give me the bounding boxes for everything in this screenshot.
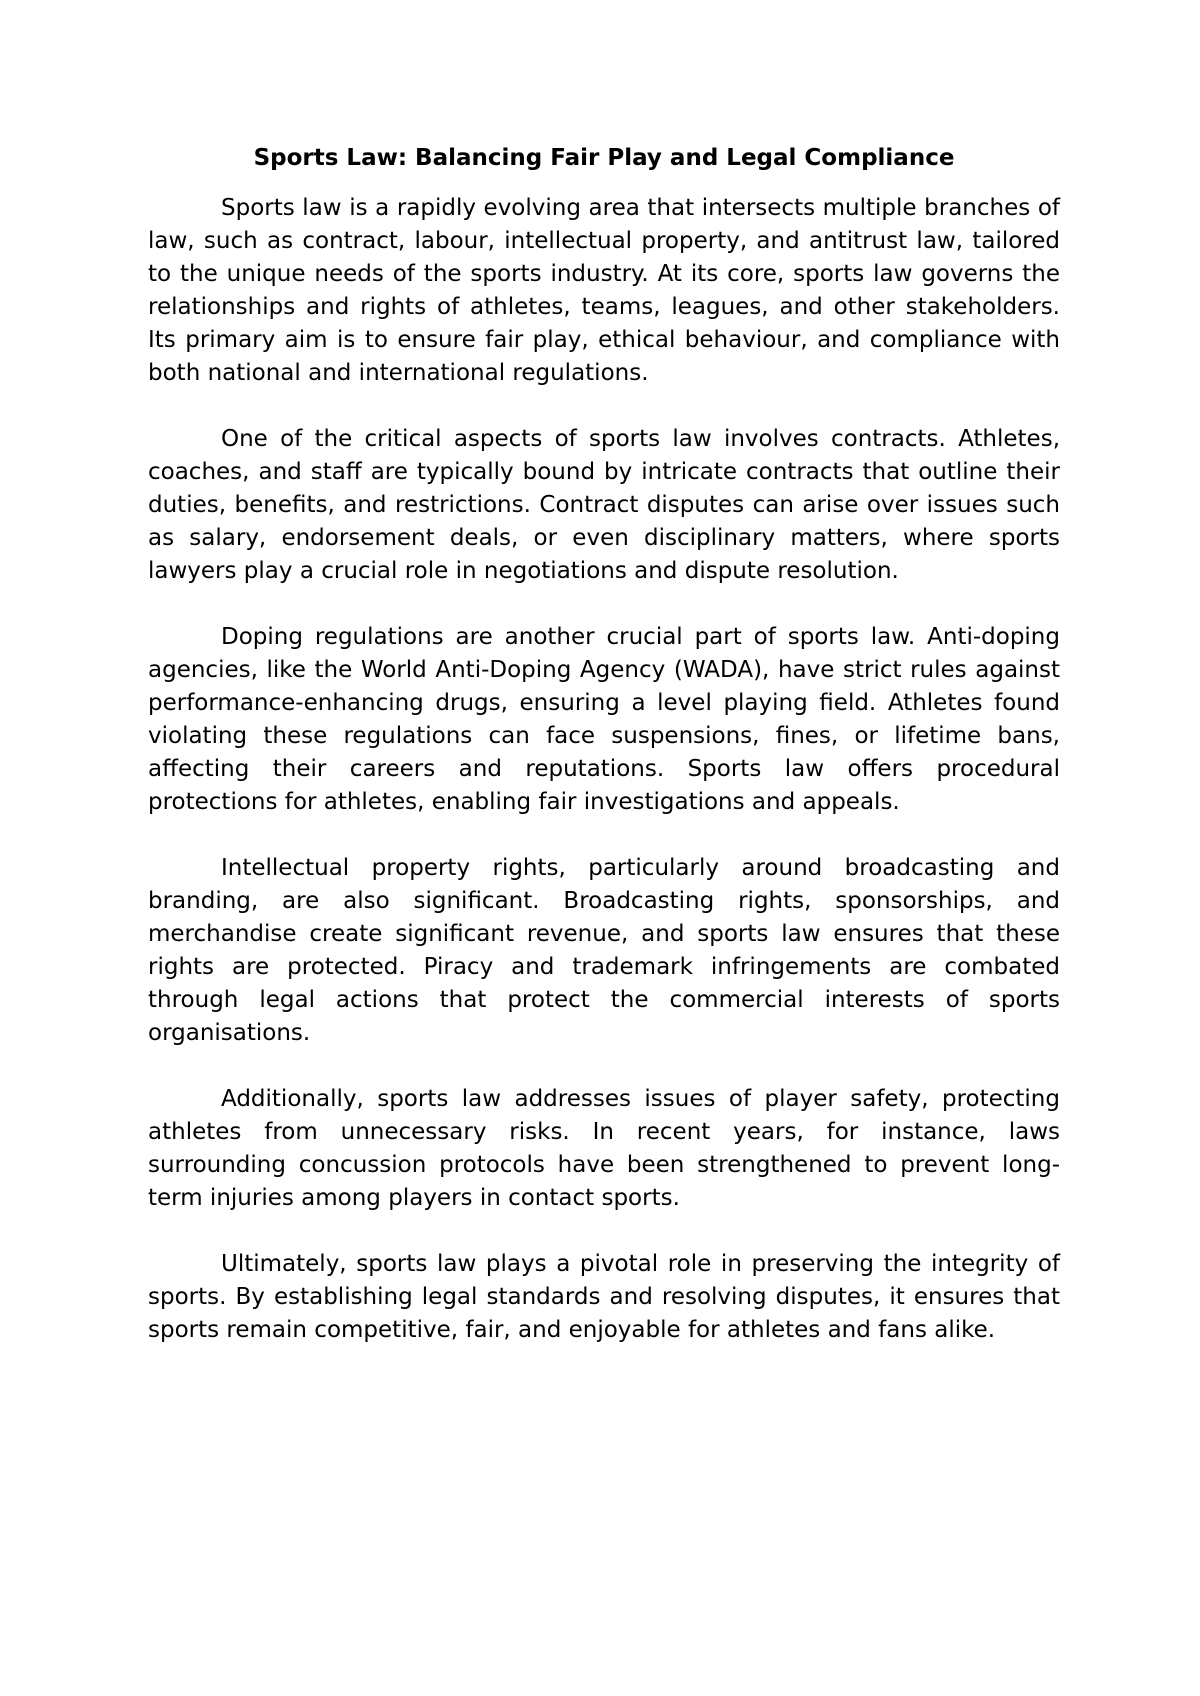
paragraph-introduction: Sports law is a rapidly evolving area that intersects multiple branches of law, such as contract, labour, intellectual property, and antitrust law, tailored to the unique needs of the sports industry. At its core, sports law governs the relationships and rights of athletes, teams, leagues, and other stakeholders. Its primary aim is to ensure fair play, ethical behaviour, and compliance with both national and international regulations.: [148, 195, 1060, 386]
paragraph-contracts: One of the critical aspects of sports law involves contracts. Athletes, coaches, and staff are typically bound by intricate contracts that outline their duties, benefits, and restrictions. Contract disputes can arise over issues such as salary, endorsement deals, or even disciplinary matters, where sports lawyers play a crucial role in negotiations and dispute resolution.: [148, 426, 1060, 584]
document-title: Sports Law: Balancing Fair Play and Legal Compliance: [253, 145, 955, 171]
paragraph-intellectual-property: Intellectual property rights, particularly around broadcasting and branding, are also significant. Broadcasting rights, sponsorships, and merchandise create significant revenue, and sports law ensures that these rights are protected. Piracy and trademark infringements are combated through legal actions that protect the commercial interests of sports organisations.: [148, 855, 1060, 1046]
paragraph-player-safety: Additionally, sports law addresses issues of player safety, protecting athletes from unnecessary risks. In recent years, for instance, laws surrounding concussion protocols have been strengthened to prevent long-term injuries among players in contact sports.: [148, 1086, 1060, 1211]
paragraph-doping: Doping regulations are another crucial part of sports law. Anti-doping agencies, like the World Anti-Doping Agency (WADA), have strict rules against performance-enhancing drugs, ensuring a level playing field. Athletes found violating these regulations can face suspensions, fines, or lifetime bans, affecting their careers and reputations. Sports law offers procedural protections for athletes, enabling fair investigations and appeals.: [148, 624, 1060, 815]
paragraph-conclusion: Ultimately, sports law plays a pivotal role in preserving the integrity of sports. By establishing legal standards and resolving disputes, it ensures that sports remain competitive, fair, and enjoyable for athletes and fans alike.: [148, 1251, 1060, 1343]
document-body: [148, 142, 1060, 1347]
